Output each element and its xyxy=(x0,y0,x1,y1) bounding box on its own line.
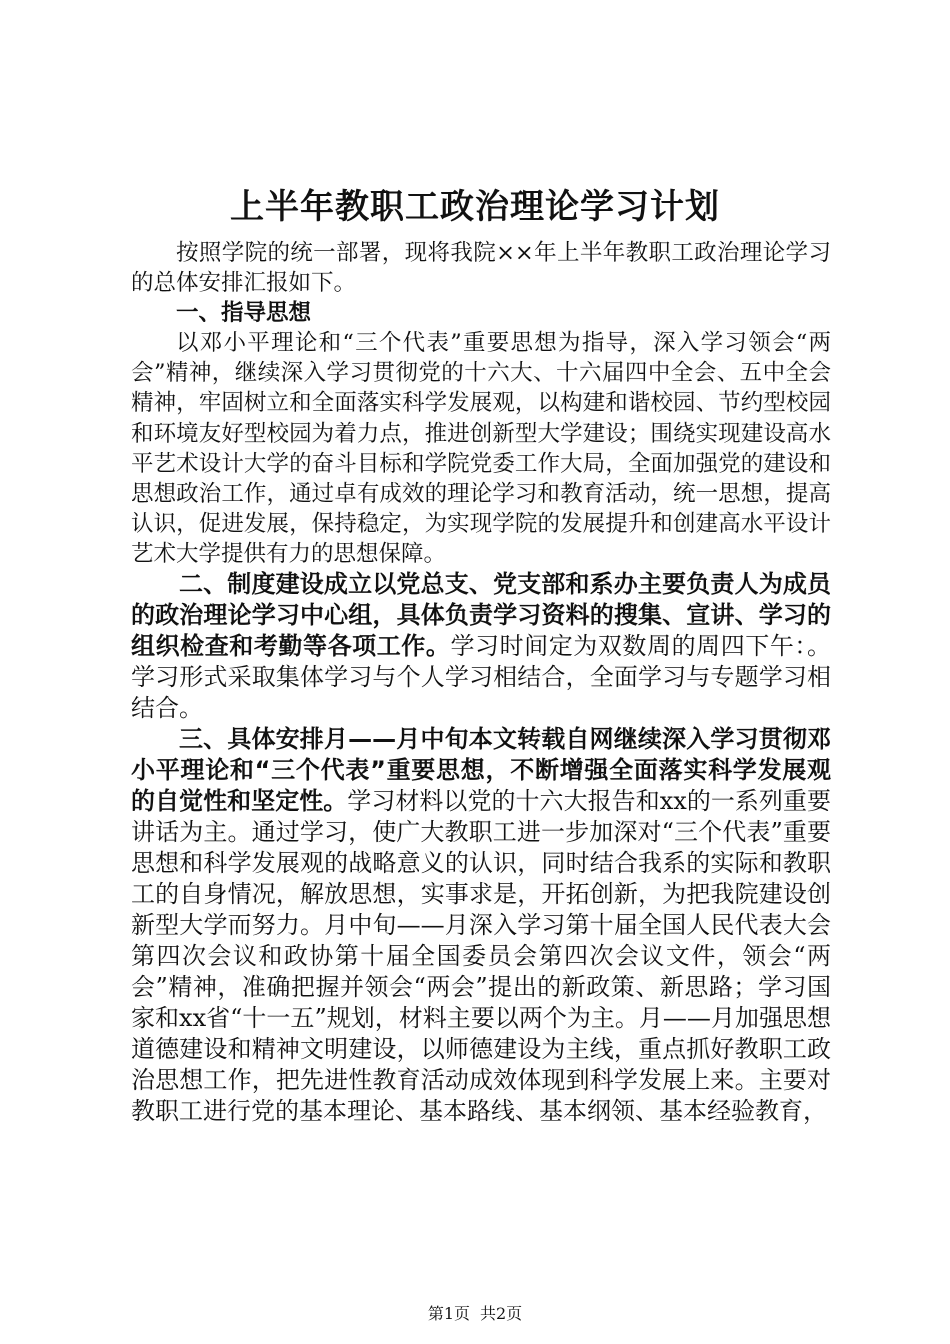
section3-text: 学习材料以党的十六大报告和xx的一系列重要讲话为主。通过学习，使广大教职工进一步加深对“三个代表”重要思想和科学发展观的战略意义的认识，同时结合我系的实际和教职工的自身情况，解放思想，实事求是，开拓创新，为把我院建设创新型大学而努力。月中旬——月深入学习第十届全国人民代表大会第四次会议和政协第十届全国委员会第四次会议文件，领会“两会”精神，准确把握并领会“两会”提出的新政策、新思路；学习国家和xx省“十一五”规划，材料主要以两个为主。月——月加强思想道德建设和精神文明建设，以师德建设为主线，重点抓好教职工政治思想工作，把先进性教育活动成效体现到科学发展上来。主要对教职工进行党的基本理论、基本路线、基本纲领、基本经验教育， xyxy=(131,787,831,1126)
section2-heading: 二、制度建设成立以党总支、党支部和系办主要负责人为成员的政治理论学习中心组，具体负责学习资料的搜集、宣讲、学习的组织检查和考勤等各项工作。 xyxy=(131,570,831,661)
page-total: 共2页 xyxy=(480,1304,523,1323)
page-footer xyxy=(0,1303,950,1325)
section1-heading: 一、指导思想 xyxy=(176,300,312,327)
section2-text: 学习时间定为双数周的周四下午：。学习形式采取集体学习与个人学习相结合，全面学习与专题学习相结合。 xyxy=(131,632,832,723)
section2-paragraph xyxy=(131,569,831,724)
section1-paragraph: 以邓小平理论和“三个代表”重要思想为指导，深入学习领会“两会”精神，继续深入学习贯彻党的十六大、十六届四中全会、五中全会精神，牢固树立和全面落实科学发展观，以构建和谐校园、节约型校园和环境友好型校园为着力点，推进创新型大学建设；围绕实现建设高水平艺术设计大学的奋斗目标和学院党委工作大局，全面加强党的建设和思想政治工作，通过卓有成效的理论学习和教育活动，统一思想，提高认识，促进发展，保持稳定，为实现学院的发展提升和创建高水平设计艺术大学提供有力的思想保障。 xyxy=(131,330,831,567)
document-body xyxy=(131,238,831,1127)
section3-paragraph xyxy=(131,724,831,1127)
document-title: 上半年教职工政治理论学习计划 xyxy=(230,187,720,227)
intro-paragraph: 按照学院的统一部署，现将我院××年上半年教职工政治理论学习的总体安排汇报如下。 xyxy=(131,240,831,297)
section3-heading: 三、具体安排月——月中旬本文转载自网继续深入学习贯彻邓小平理论和“三个代表”重要思想，不断增强全面落实科学发展观的自觉性和坚定性。 xyxy=(131,725,831,816)
page-number: 第1页 xyxy=(427,1304,470,1323)
